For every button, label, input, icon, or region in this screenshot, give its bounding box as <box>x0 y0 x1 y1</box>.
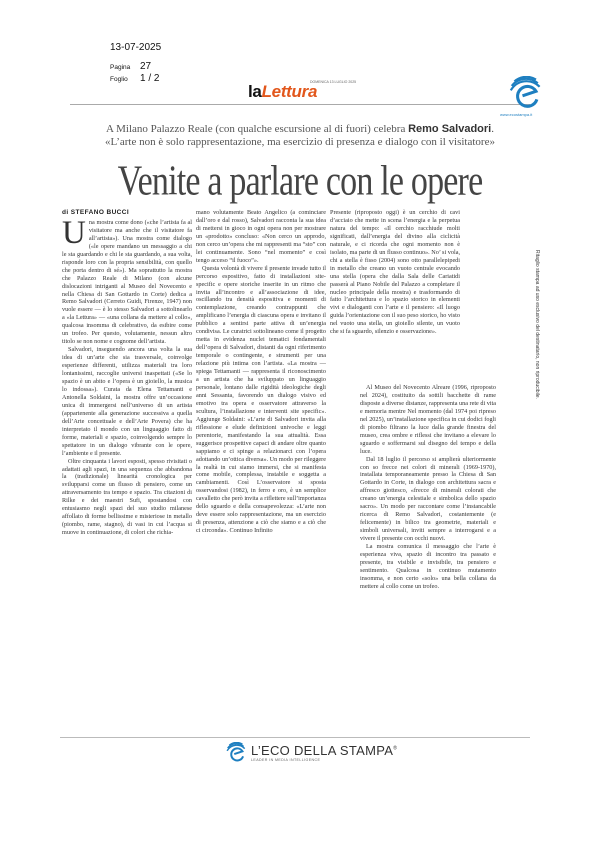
eco-della-stampa-logo-icon <box>509 76 545 112</box>
eco-della-stampa-footer-icon <box>226 742 248 764</box>
sheet-label: Foglio <box>110 76 128 83</box>
paragraph: Oltre cinquanta i lavori esposti, spesso rivisitati o adattati agli spazi, in una sequenza che abbandona la (tradizionale) linearità cronologica per svilupparsi come un flusso di pensiero, come un attraversamento tra tempo e spazio. Tra citazioni di Rilke e dei maestri Sufi, spostandosi con entusiasmo negli spazi del suo studio milanese affollato di forme bellissime e misteriose in metallo (piombo, rame, stagno), di vasi in cui l’acqua si muove in continuazione, di colori che richia- <box>62 457 192 537</box>
drop-cap: U <box>62 214 86 251</box>
ecostampa-website: www.ecostampa.it <box>500 112 533 117</box>
article-column-2 <box>196 209 326 535</box>
article-column-3 <box>330 209 460 336</box>
reproduction-notice-text: Ritaglio stampa ad uso esclusivo del destinatario, non riproducibile. <box>534 250 540 399</box>
registered-mark: ® <box>393 745 398 752</box>
footer-brand-name-text: L’ECO DELLA STAMPA <box>251 743 394 758</box>
byline: di STEFANO BUCCI <box>62 209 130 216</box>
paragraph: Presente (riproposto oggi) è un cerchio di cavi d’acciaio che mette in scena l’energia e la perpetua natura del tempo: «Il cerchio racchiude molti significati, dall’energia del divino alla ciclicità naturale, e ci ricorda che ogni momento non è isolato, ma parte di un flusso continuo». No’ si vola, chi a stella è fisso (2004) sono otto parallelepipedi in metallo che creano un vuoto centrale evocando una stella (opera che dalla Sala delle Cariatidi passerà al Piano Nobile del Palazzo a completare il nucleo principale della mostra) e trasformando di fatto l’architettura e lo spazio storico in elementi vivi e dialoganti con l’arte e il pensiero: «Il luogo guida l’orientazione con il suo peso storico, ho visto nel vuoto una stella, un gioiello silente, un vuoto che si fa sguardo, silenzio e osservazione». <box>330 209 460 336</box>
la-lettura-logo <box>248 80 357 102</box>
article-headline: Venite a parlare con le opere <box>117 158 483 205</box>
paragraph: Al Museo del Novecento Alreare (1996, riproposto nel 2024), costituito da sottili bacchette di rame disposte a diverse distanze, rappresenta una rete di vita e memoria mentre Nel momento (dal 1974 poi ripreso nel 2025), un’installazione specifica in cui dodici fogli di piombo filtrano la luce dalla grande finestra del museo, crea ombre e riflessi che invitano a elevare lo sguardo e soffermarsi sul disegno del tempo e della luce. <box>360 384 496 455</box>
logo-part-lettura: Lettura <box>261 82 318 101</box>
logo-part-la: la <box>248 82 262 101</box>
footer-brand-name <box>251 743 397 758</box>
footer-tagline: LEADER IN MEDIA INTELLIGENCE <box>251 758 321 762</box>
paragraph <box>62 214 192 346</box>
sheet-number: 1 / 2 <box>140 73 160 84</box>
kicker-line-1-text: A Milano Palazzo Reale (con qualche escursione al di fuori) celebra <box>106 123 409 135</box>
article-column-1 <box>62 209 192 537</box>
masthead-small-date: DOMENICA 13 LUGLIO 2025 <box>310 80 357 84</box>
page-number: 27 <box>140 61 152 72</box>
clipping-date: 13-07-2025 <box>110 42 162 53</box>
sheet-row <box>110 68 159 86</box>
paragraph: La mostra comunica il messaggio che l’arte è esperienza viva, spazio di incontro tra passato e presente, tra visibile e invisibile, tra pensiero e sentimento. Qualcosa in continuo mutamento insomma, e non certo «solo» una bella collana da mettere al collo come un trofeo. <box>360 543 496 590</box>
kicker-line-1 <box>60 123 540 136</box>
paragraph: mano volutamente Beato Angelico (a cominciare dall’oro e dal rosso), Salvadori racconta la sua idea di mettersi in gioco in ogni opera non per mostrare un «prodotto» concluso: «Non cerco un approdo, non cerco un’opera che mi rappresenti ma “sto” con lei continuamente. Sono “nel momento” e così tengo acceso “il fuoco”». <box>196 209 326 264</box>
footer-divider <box>60 737 530 738</box>
article-kicker <box>60 123 540 149</box>
paragraph-text: na mostra come dono («che l’artista fa al visitatore ma anche che il visitatore fa all’artista»). Una mostra come dialogo («le opere mandano un messaggio a chi le sta guardando e chi le sta guardando, a sua volta, risponde loro con la propria sensibilità, con quello che porta dentro di sé»). Ma soprattutto la mostra che Palazzo Reale di Milano (con alcune dislocazioni intriganti al Museo del Novecento e nella Chiesa di San Gottardo in Corte) dedica a Remo Salvadori (Cerreto Guidi, Firenze, 1947) non vuole essere — è lo stesso Salvadori a sottolinearlo a «la Lettura» — «una collana da mettere al collo», qualcosa insomma di celebrativo, da esibire come un trofeo. Per questo, volutamente, nessun altro titolo se non nome e cognome dell’artista. <box>62 218 192 346</box>
kicker-artist-name: Remo Salvadori <box>408 123 492 135</box>
kicker-line-1-end: . <box>491 123 494 135</box>
paragraph: Questa volontà di vivere il presente invade tutto il percorso espositivo, fatto di installazioni site-specific e opere storiche inserite in un ritmo che invita all’incontro e all’associazione di idee, oscillando tra densità espositiva e momenti di contemplazione, creando contrappunti che amplificano l’energia di ciascuna opera e invitano il pubblico a sentirsi parte attiva di un’energia condivisa. Le curatrici sottolineano come il progetto metta in evidenza nuclei tematici fondamentali dell’opera di Salvadori, distanti da ogni riferimento temporale o contingente, e strumenti per una relazione più intima con l’artista. «La mostra — spiega Tettamanti — rappresenta il riconoscimento a un artista che ha sviluppato un linguaggio personale, lontano dalle rigidità ideologiche degli anni Sessanta, favorendo un dialogo visivo ed emotivo tra opera e osservatore attraverso la scultura, l’installazione e interventi site specific». Aggiunge Soldaini: «L’arte di Salvadori invita alla riflessione e elude definizioni univoche e leggi perentorie, manifestando la sua attualità. Essa suggerisce prospettive capaci di andare oltre quanto sappiamo e ci spinge a relazionarci con l’opera adottando un’ottica diversa». Un modo per rileggere la realtà in cui siamo immersi, che si manifesta come mobile, complessa, instabile e soggetta a cambiamenti. Così L’osservatore si sposta osservandosi (1982), in ferro e oro, è un semplice cavalletto che però invita a riflettere sull’importanza dello sguardo e della consapevolezza: «L’arte non deve essere solo rappresentazione, ma un esercizio di presenza, attenzione a ciò che siamo e a ciò che ci circonda». Continuo Infinito <box>196 264 326 535</box>
article-column-3-continued <box>360 384 496 591</box>
page-label: Pagina <box>110 64 131 71</box>
paragraph: Salvadori, inseguendo ancora una volta la sua idea di un’arte che sia trasversale, coinvolge esperienze differenti, utilizza materiali tra loro lontanissimi, raccoglie universi inaspettati («Se lo spazio è un abito e l’opera è un gioiello, la musica lo indossa»). Curata da Elena Tettamanti e Antonella Soldaini, la mostra offre un’occasione unica di immergersi nell’universo di un artista (appartenente alla generazione successiva a quella dell’Arte concettuale e dell’Arte Povera) che ha interpretato il mondo con un linguaggio fatto di forme, materiali e spazio, coinvolgendo sempre lo spettatore in un dialogo vibrante con le opere, l’ambiente e il presente. <box>62 346 192 457</box>
header-divider <box>70 104 530 105</box>
reproduction-notice <box>534 250 550 650</box>
paragraph: Dal 18 luglio il percorso si amplierà ulteriormente con so frecce nei colori di minerali (1969-1970), installata temporaneamente presso la Chiesa di San Gottardo in Corte, in dialogo con architettura sacra e affresco giottesco, «frecce di minerali colorati che creano un’energia celestiale e simbolica dello spazio sacro». Un modo per raccontare come l’instancabile ricerca di Remo Salvadori, costantemente (e felicemente) in bilico tra geometrie, materiali e simboli universali, inviti sempre a interrogarsi e a vivere il presente con occhi nuovi. <box>360 455 496 543</box>
kicker-line-2: «L’arte non è solo rappresentazione, ma esercizio di presenza e dialogo con il visitatore» <box>105 136 495 148</box>
